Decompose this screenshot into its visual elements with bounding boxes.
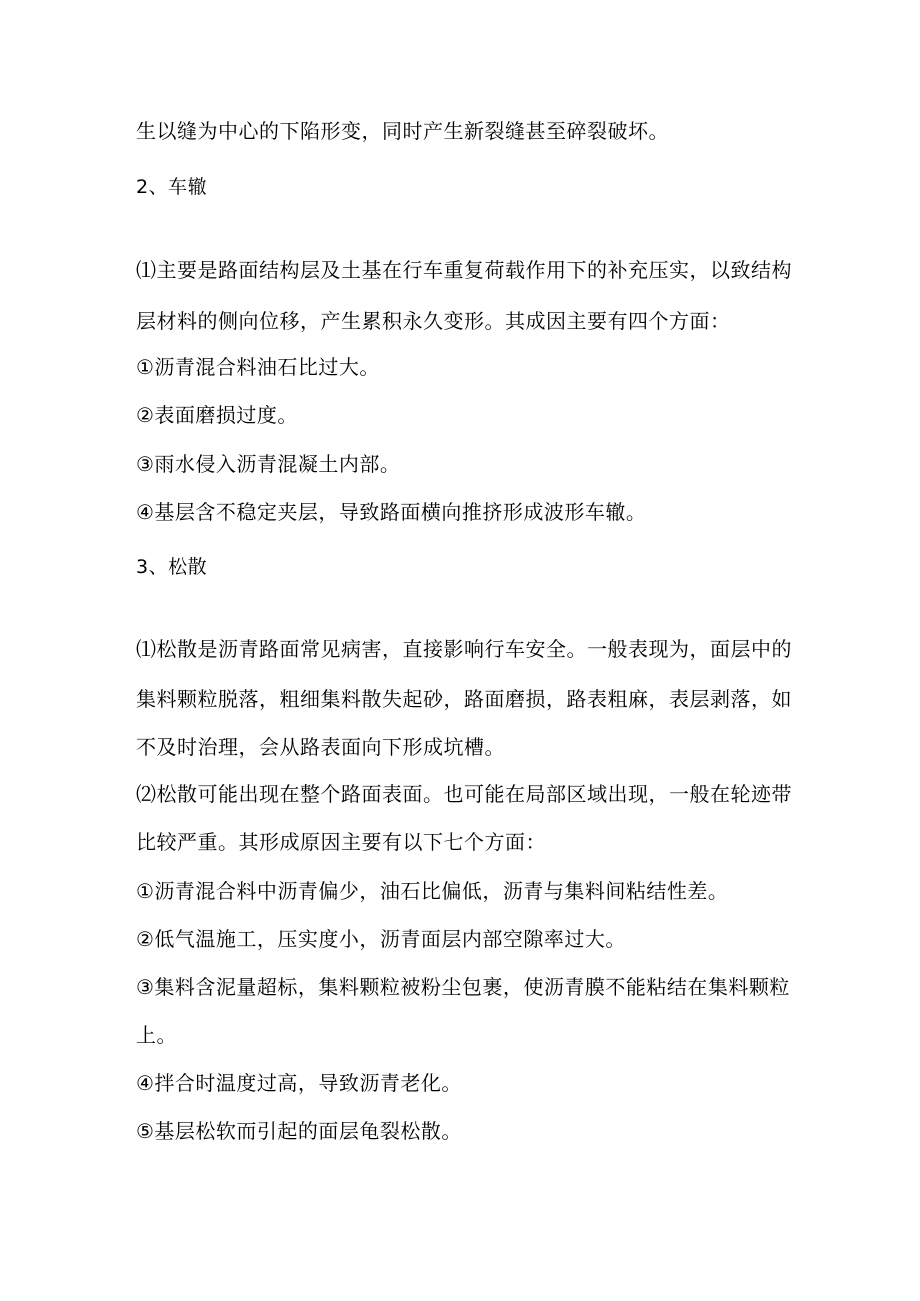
paragraph-line: 层材料的侧向位移，产生累积永久变形。其成因主要有四个方面：	[136, 309, 731, 333]
section-heading-raveling: 3、松散	[136, 556, 208, 578]
paragraph-line: 集料颗粒脱落，粗细集料散失起砂，路面磨损，路表粗麻，表层剥落，如	[136, 687, 792, 711]
paragraph-line: 比较严重。其形成原因主要有以下七个方面：	[136, 830, 546, 854]
list-item: ①沥青混合料中沥青偏少，油石比偏低，沥青与集料间粘结性差。	[136, 879, 729, 903]
list-item: ③雨水侵入沥青混凝土内部。	[136, 452, 401, 476]
paragraph-line: ⑵松散可能出现在整个路面表面。也可能在局部区域出现，一般在轮迹带	[136, 782, 792, 806]
list-item: ④拌合时温度过高，导致沥青老化。	[136, 1071, 462, 1095]
list-item: ③集料含泥量超标，集料颗粒被粉尘包裹，使沥青膜不能粘结在集料颗粒	[136, 975, 790, 999]
paragraph-line: ⑴松散是沥青路面常见病害，直接影响行车安全。一般表现为，面层中的	[136, 637, 792, 661]
paragraph-line: 生以缝为中心的下陷形变，同时产生新裂缝甚至碎裂破坏。	[136, 119, 669, 143]
list-item: ①沥青混合料油石比过大。	[136, 355, 380, 379]
paragraph-line: ⑴主要是路面结构层及土基在行车重复荷载作用下的补充压实，以致结构	[136, 258, 792, 282]
paragraph-line: 不及时治理，会从路表面向下形成坑槽。	[136, 735, 505, 759]
list-item: ④基层含不稳定夹层，导致路面横向推挤形成波形车辙。	[136, 500, 647, 524]
list-item: ②低气温施工，压实度小，沥青面层内部空隙率过大。	[136, 927, 626, 951]
list-item: ②表面磨损过度。	[136, 403, 298, 427]
list-item-continuation: 上。	[136, 1023, 177, 1047]
section-heading-rutting: 2、车辙	[136, 176, 208, 198]
list-item: ⑤基层松软而引起的面层龟裂松散。	[136, 1119, 462, 1143]
